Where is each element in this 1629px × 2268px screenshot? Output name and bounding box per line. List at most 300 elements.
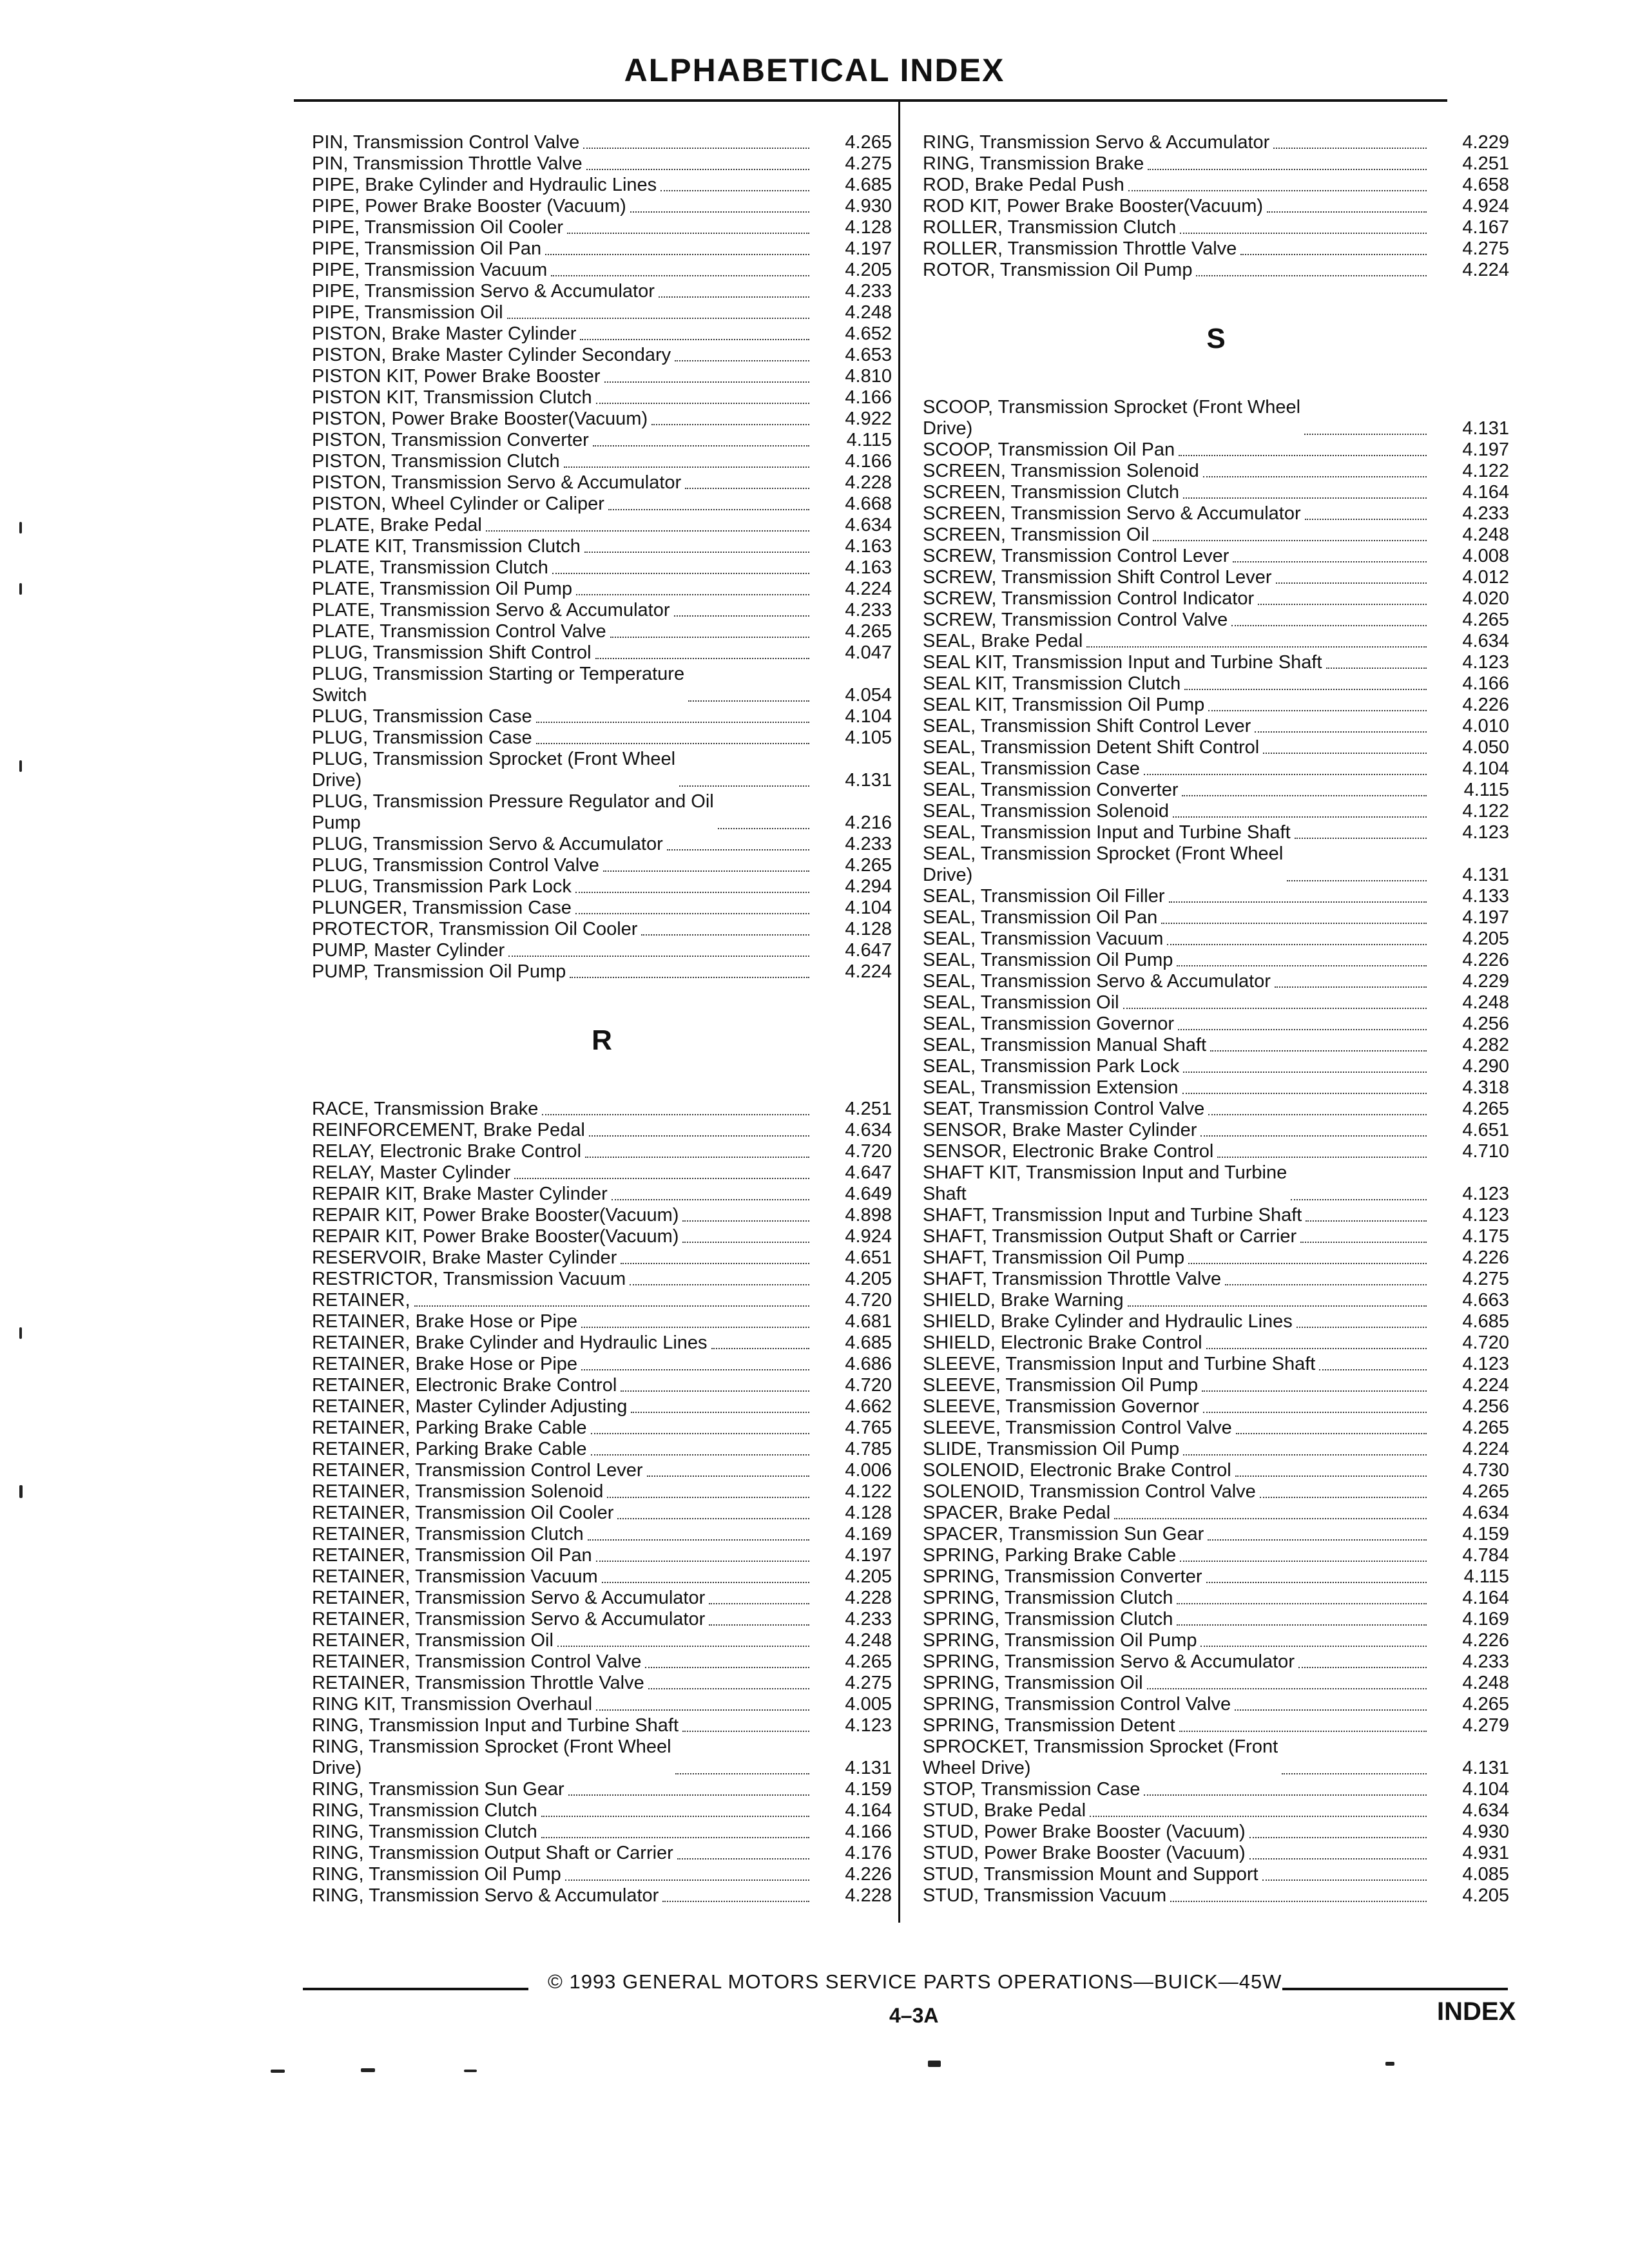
index-entry-page: 4.115 [846,430,892,450]
dot-leader [675,360,809,361]
index-entry-text: SOLENOID, Electronic Brake Control [923,1460,1231,1481]
index-entry-page: 4.166 [845,387,892,408]
index-entry-text: STUD, Power Brake Booster (Vacuum) [923,1821,1246,1842]
index-entry-text: RETAINER, Brake Cylinder and Hydraulic Lines [312,1332,708,1353]
dot-leader [648,1688,809,1689]
index-entry-page: 4.228 [845,1885,892,1906]
index-entry-page: 4.005 [845,1694,892,1715]
dot-leader [542,1114,809,1115]
index-entry [312,1375,892,1396]
index-entry-text: RING, Transmission Sprocket (Front Wheel Drive) [312,1736,671,1778]
right-column [923,132,1509,1907]
index-entry [923,175,1509,196]
index-entry [923,1503,1509,1524]
index-entry-page: 4.275 [845,153,892,174]
index-entry-page: 4.265 [1462,610,1509,630]
dot-leader [1177,1603,1427,1604]
dot-leader [711,1348,809,1349]
index-entry-page: 4.205 [1462,928,1509,949]
index-entry-page: 4.279 [1462,1715,1509,1736]
index-entry [923,1843,1509,1864]
index-entry-text: PISTON, Brake Master Cylinder [312,323,577,344]
index-entry-page: 4.720 [845,1375,892,1396]
index-entry-text: SEAL, Transmission Case [923,758,1140,779]
index-entry-text: SEAL, Transmission Sprocket (Front Wheel Drive) [923,843,1284,885]
index-entry-page: 4.248 [1462,1673,1509,1693]
index-entry-page: 4.265 [1462,1694,1509,1715]
index-entry [923,1162,1509,1205]
index-entry [312,1354,892,1375]
index-entry [923,461,1509,482]
index-entry [923,1715,1509,1736]
index-entry [312,1503,892,1524]
index-entry [312,1141,892,1162]
index-entry-text: RETAINER, Transmission Solenoid [312,1481,604,1502]
index-entry-text: RING KIT, Transmission Overhaul [312,1694,593,1715]
index-entry-text: SEAL, Transmission Oil Filler [923,886,1165,907]
index-entry [923,260,1509,281]
index-entry-text: SLEEVE, Transmission Control Valve [923,1418,1232,1438]
index-entry [923,1290,1509,1311]
index-entry [923,482,1509,503]
dot-leader [541,1816,809,1817]
index-entry [923,1077,1509,1099]
section-letter-r: R [592,1024,612,1056]
index-entry-page: 4.205 [845,260,892,280]
dot-leader [610,637,809,638]
index-entry-text: SEAL, Transmission Solenoid [923,801,1170,822]
index-entry [312,238,892,260]
dot-leader [557,1646,809,1647]
index-entry-page: 4.248 [1462,992,1509,1013]
index-entry-text: PIN, Transmission Control Valve [312,132,580,153]
index-entry-page: 4.224 [1462,1375,1509,1396]
index-entry-page: 4.282 [1462,1035,1509,1055]
index-entry [312,1524,892,1545]
index-entry-page: 4.166 [1462,673,1509,694]
dot-leader [1233,561,1427,562]
index-entry [923,439,1509,461]
dot-leader [677,1858,809,1860]
index-entry [923,1651,1509,1673]
index-entry [312,749,892,791]
index-entry-page: 4.010 [1462,716,1509,736]
index-entry-page: 4.930 [1462,1821,1509,1842]
dot-leader [682,1731,809,1732]
index-entry-page: 4.658 [1462,175,1509,195]
index-entry-page: 4.205 [845,1269,892,1289]
dot-leader [1208,710,1427,711]
dot-leader [514,1178,809,1179]
index-entry [312,791,892,834]
index-entry-page: 4.662 [845,1396,892,1417]
index-entry-page: 4.166 [845,1821,892,1842]
index-entry-page: 4.233 [1462,1651,1509,1672]
dot-leader [679,785,809,787]
dot-leader [1179,1731,1427,1732]
index-entry-page: 4.224 [1462,1439,1509,1459]
dot-leader [1153,540,1427,541]
index-entry [923,238,1509,260]
index-entry [923,1141,1509,1162]
dot-leader [1326,668,1427,669]
index-entry-text: PIPE, Transmission Servo & Accumulator [312,281,655,302]
index-entry-page: 4.131 [1462,865,1509,885]
dot-leader [588,1539,809,1541]
index-entry-text: SEAL, Transmission Oil [923,992,1119,1013]
index-entry-page: 4.256 [1462,1014,1509,1034]
index-entry-page: 4.164 [1462,482,1509,503]
index-entry-text: SEAL, Transmission Manual Shaft [923,1035,1207,1055]
index-entry [923,524,1509,546]
dot-leader [586,169,809,170]
index-entry-page: 4.104 [845,706,892,727]
dot-leader [1180,1561,1427,1562]
index-entry [312,1821,892,1843]
page-title: ALPHABETICAL INDEX [624,52,1005,88]
dot-leader [1300,1242,1427,1243]
dot-leader [1273,148,1427,149]
index-entry-page: 4.265 [845,621,892,642]
index-entry [312,1694,892,1715]
footer-rule-right [1282,1988,1508,1990]
index-entry-page: 4.265 [1462,1481,1509,1502]
dot-leader [709,1624,809,1626]
dot-leader [575,892,809,893]
dot-leader [1183,497,1427,499]
dot-leader [576,594,809,595]
dot-leader [667,849,809,850]
index-entry [923,1609,1509,1630]
index-entry-text: REPAIR KIT, Brake Master Cylinder [312,1184,608,1204]
index-entry-text: PLATE, Transmission Servo & Accumulator [312,600,670,620]
index-entry [312,1162,892,1184]
dot-leader [1196,275,1427,276]
index-entry-text: REINFORCEMENT, Brake Pedal [312,1120,585,1140]
index-entry-page: 4.175 [1462,1226,1509,1247]
index-entry [312,1673,892,1694]
dot-leader [630,1284,809,1285]
dot-leader [675,1773,809,1774]
index-entry-page: 4.784 [1462,1545,1509,1566]
index-entry-text: PISTON KIT, Transmission Clutch [312,387,592,408]
index-entry [312,1099,892,1120]
index-entry [312,281,892,302]
dot-leader [581,1327,809,1328]
dot-leader [1203,476,1427,477]
index-entry [312,408,892,430]
dot-leader [1177,965,1427,966]
index-entry-page: 4.133 [1462,886,1509,907]
dot-leader [414,1305,809,1307]
index-entry [312,1800,892,1821]
dot-leader [575,913,809,914]
index-entry [312,345,892,366]
index-entry [923,992,1509,1014]
index-entry-text: PLUG, Transmission Starting or Temperature Switch [312,664,685,706]
dot-leader [659,296,809,298]
index-entry [312,323,892,345]
index-entry [923,1418,1509,1439]
index-entry-text: SPRING, Transmission Servo & Accumulator [923,1651,1295,1672]
index-entry-page: 4.169 [845,1524,892,1544]
index-entry-text: RETAINER, Transmission Control Lever [312,1460,643,1481]
index-entry [312,1460,892,1481]
index-entry-page: 4.898 [845,1205,892,1225]
index-entry-page: 4.159 [845,1779,892,1800]
dot-leader [602,1582,809,1583]
footer-rule-left [303,1988,528,1990]
index-entry-page: 4.224 [1462,260,1509,280]
dot-leader [1208,1539,1427,1541]
dot-leader [595,658,809,659]
index-entry-text: RETAINER, Brake Hose or Pipe [312,1311,578,1332]
dot-leader [545,254,809,255]
dot-leader [1291,1199,1427,1200]
index-entry-page: 4.634 [1462,1503,1509,1523]
index-entry-page: 4.205 [1462,1885,1509,1906]
index-entry-text: PISTON, Transmission Converter [312,430,589,450]
index-entry-page: 4.128 [845,919,892,939]
index-entry-page: 4.115 [1463,1566,1509,1587]
index-entry [923,1630,1509,1651]
index-entry [312,153,892,175]
index-entry [312,706,892,727]
dot-leader [507,318,809,319]
index-entry-page: 4.275 [1462,238,1509,259]
index-entry [923,1800,1509,1821]
index-entry-page: 4.131 [1462,1758,1509,1778]
dot-leader [541,1837,809,1838]
dot-leader [1275,986,1427,988]
index-entry-page: 4.649 [845,1184,892,1204]
index-entry-text: SHAFT, Transmission Output Shaft or Carrier [923,1226,1297,1247]
index-entry [312,217,892,238]
index-entry [312,642,892,664]
index-entry-text: PLUG, Transmission Case [312,727,532,748]
dot-leader [630,211,809,213]
index-entry-page: 4.228 [845,472,892,493]
dot-leader [1304,434,1427,435]
index-entry-text: PISTON, Power Brake Booster(Vacuum) [312,408,648,429]
index-entry-page: 4.720 [1462,1332,1509,1353]
index-entry-page: 4.248 [845,1630,892,1651]
dot-leader [1086,646,1427,648]
page-number: 4–3A [889,2004,939,2027]
index-entry-page: 4.166 [845,451,892,472]
dot-leader [1249,1837,1427,1838]
index-entry-page: 4.205 [845,1566,892,1587]
column-divider [898,99,900,1923]
dot-leader [565,1879,809,1881]
dot-leader [604,381,809,383]
index-entry-page: 4.275 [1462,1269,1509,1289]
index-entry-page: 4.663 [1462,1290,1509,1311]
index-entry-text: RETAINER, Transmission Control Valve [312,1651,642,1672]
dot-leader [688,700,809,702]
index-entry [923,780,1509,801]
dot-leader [1235,1709,1427,1711]
index-entry-page: 4.265 [845,855,892,876]
dot-leader [612,1199,809,1200]
index-entry [923,971,1509,992]
header-rule [294,99,1447,102]
index-entry [923,1035,1509,1056]
index-entry-page: 4.197 [1462,439,1509,460]
index-entry [923,1864,1509,1885]
dot-leader [621,1263,809,1264]
dot-leader [1184,689,1427,690]
dot-leader [1210,1050,1427,1052]
index-entry-text: SPRING, Transmission Detent [923,1715,1175,1736]
index-entry-text: SEAT, Transmission Control Valve [923,1099,1205,1119]
dot-leader [1249,1858,1427,1860]
dot-leader [536,722,809,723]
index-entry-text: RETAINER, Parking Brake Cable [312,1418,587,1438]
index-entry-text: PIPE, Transmission Oil Pan [312,238,542,259]
index-entry-page: 4.226 [845,1864,892,1885]
index-list-r-continued [923,132,1509,281]
index-entry [312,1247,892,1269]
index-entry-text: ROD, Brake Pedal Push [923,175,1124,195]
index-entry [923,1311,1509,1332]
index-entry [312,1290,892,1311]
index-entry-text: SPACER, Brake Pedal [923,1503,1111,1523]
index-entry-page: 4.265 [845,1651,892,1672]
dot-leader [1217,1157,1427,1158]
index-entry-page: 4.229 [1462,971,1509,992]
index-entry [312,834,892,855]
index-entry-text: PUMP, Transmission Oil Pump [312,961,566,982]
dot-leader [641,934,809,936]
index-entry-text: RESTRICTOR, Transmission Vacuum [312,1269,626,1289]
scan-speck [464,2070,477,2072]
index-entry-page: 4.123 [1462,1205,1509,1225]
index-entry-page: 4.730 [1462,1460,1509,1481]
dot-leader [1179,455,1427,456]
dot-leader [581,1369,809,1370]
index-entry-text: SPRING, Parking Brake Cable [923,1545,1177,1566]
index-entry-text: PLATE, Brake Pedal [312,515,482,535]
index-entry-page: 4.233 [845,600,892,620]
index-entry [923,1120,1509,1141]
dot-leader [596,403,809,404]
index-entry-page: 4.634 [1462,631,1509,651]
index-entry [312,919,892,940]
index-entry [923,695,1509,716]
index-entry-page: 4.167 [1462,217,1509,238]
index-entry-page: 4.020 [1462,588,1509,609]
index-entry [923,196,1509,217]
dot-leader [1169,901,1427,903]
index-entry [312,898,892,919]
index-entry-page: 4.931 [1462,1843,1509,1863]
index-entry [312,600,892,621]
index-entry-page: 4.131 [1462,418,1509,439]
index-entry-text: PISTON KIT, Power Brake Booster [312,366,601,387]
index-entry-page: 4.197 [845,238,892,259]
index-entry-page: 4.651 [845,1247,892,1268]
scan-speck [1385,2062,1394,2066]
left-column [312,132,892,1907]
dot-leader [709,1603,809,1604]
dot-leader [567,233,809,234]
index-entry-page: 4.104 [1462,1779,1509,1800]
index-entry-page: 4.647 [845,940,892,961]
dot-leader [674,615,809,617]
index-entry-page: 4.123 [1462,822,1509,843]
index-entry [923,1226,1509,1247]
index-entry-page: 4.233 [845,281,892,302]
index-entry [312,727,892,749]
index-entry-page: 4.050 [1462,737,1509,758]
index-entry-text: SPROCKET, Transmission Sprocket (Front Wheel Drive) [923,1736,1278,1778]
index-entry [312,1736,892,1779]
dot-leader [1255,731,1427,733]
index-entry [923,546,1509,567]
dot-leader [1177,1624,1427,1626]
index-entry [312,1779,892,1800]
index-entry-text: SEAL, Transmission Oil Pan [923,907,1158,928]
index-entry-page: 4.710 [1462,1141,1509,1162]
dot-leader [1305,519,1427,520]
index-entry-page: 4.233 [1462,503,1509,524]
index-entry-page: 4.164 [1462,1588,1509,1608]
index-entry-page: 4.930 [845,196,892,216]
index-entry [923,950,1509,971]
index-entry [923,886,1509,907]
index-entry [923,1885,1509,1907]
index-entry-text: SCREEN, Transmission Solenoid [923,461,1199,481]
index-entry-page: 4.318 [1462,1077,1509,1098]
index-entry-text: SPRING, Transmission Clutch [923,1609,1173,1629]
index-entry [923,1779,1509,1800]
index-entry-page: 4.785 [845,1439,892,1459]
index-entry-text: PLATE KIT, Transmission Clutch [312,536,581,557]
index-entry-text: RING, Transmission Oil Pump [312,1864,561,1885]
index-entry-text: SHAFT KIT, Transmission Input and Turbine Shaft [923,1162,1287,1204]
index-entry [923,1588,1509,1609]
index-entry-text: PLUG, Transmission Control Valve [312,855,599,876]
index-entry-page: 4.159 [1462,1524,1509,1544]
index-entry-text: SEAL, Transmission Detent Shift Control [923,737,1260,758]
index-entry [923,1099,1509,1120]
index-entry-text: RING, Transmission Output Shaft or Carrier [312,1843,673,1863]
index-entry-page: 4.226 [1462,950,1509,970]
index-entry-text: RETAINER, Master Cylinder Adjusting [312,1396,628,1417]
index-entry-text: RETAINER, Transmission Servo & Accumulator [312,1609,706,1629]
index-entry-text: SLIDE, Transmission Oil Pump [923,1439,1180,1459]
index-entry-page: 4.123 [1462,1354,1509,1374]
index-entry-page: 4.924 [845,1226,892,1247]
index-entry-page: 4.290 [1462,1056,1509,1077]
dot-leader [596,1561,809,1562]
index-entry [312,855,892,876]
dot-leader [1225,1284,1427,1285]
dot-leader [607,1497,809,1498]
index-entry [312,940,892,961]
index-entry-page: 4.248 [845,302,892,323]
index-entry [312,1332,892,1354]
dot-leader [1282,1773,1427,1774]
index-entry-text: SEAL, Transmission Converter [923,780,1179,800]
index-entry-text: RETAINER, Brake Hose or Pipe [312,1354,578,1374]
index-entry-text: SEAL, Transmission Governor [923,1014,1175,1034]
index-entry-page: 4.224 [845,579,892,599]
scan-speck [19,1327,22,1339]
index-entry-text: RING, Transmission Clutch [312,1800,537,1821]
index-entry-text: SEAL, Transmission Park Lock [923,1056,1180,1077]
